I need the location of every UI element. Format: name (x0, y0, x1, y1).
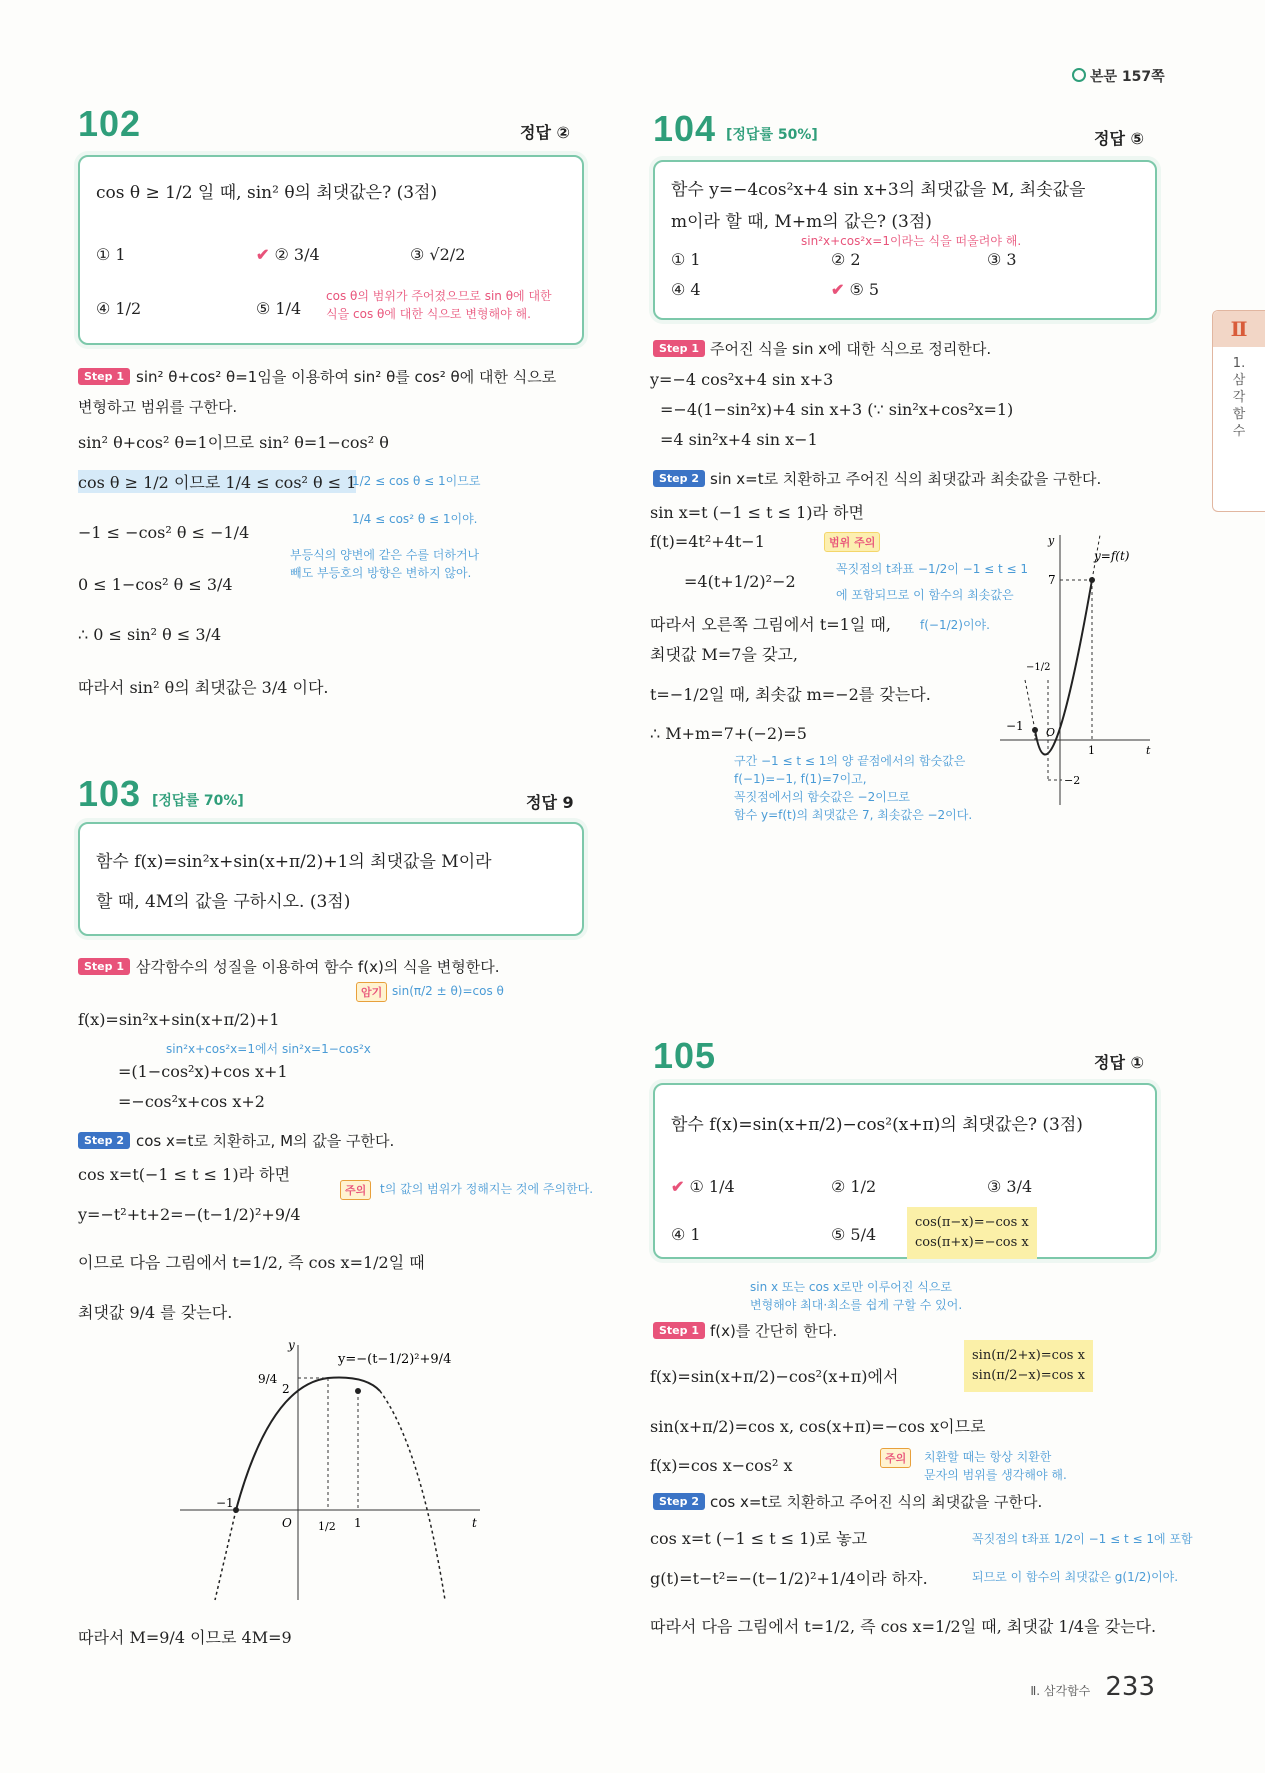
step2-text-104: sin x=t로 치환하고 주어진 식의 최댓값과 최솟값을 구한다. (710, 470, 1102, 488)
solution-102-line6: 따라서 sin² θ의 최댓값은 3/4 이다. (78, 678, 329, 697)
note-102: cos θ의 범위가 주어졌으므로 sin θ에 대한 식을 cos θ에 대한 식으로 변형해야 해. (326, 289, 552, 321)
graph-103-point-neg1 (233, 1507, 239, 1513)
graph-104-neg1-label: −1 (1006, 719, 1024, 733)
solution-103-line7: 최댓값 9/4 를 갖는다. (78, 1303, 233, 1322)
graph-103-one-label: 1 (354, 1516, 362, 1530)
step1-text-104: 주어진 식을 sin x에 대한 식으로 정리한다. (710, 340, 992, 358)
identity-box-105b: sin(π/2+x)=cos x sin(π/2−x)=cos x (964, 1340, 1093, 1392)
step1-text-102b: 변형하고 범위를 구한다. (78, 398, 238, 416)
question-text-103b: 할 때, 4M의 값을 구하시오. (3점) (96, 892, 351, 912)
option-104-2[interactable]: ② 2 (831, 250, 861, 269)
option-105-4[interactable]: ④ 1 (671, 1225, 701, 1244)
question-box-105 (653, 1083, 1157, 1259)
option-102-1[interactable]: ① 1 (96, 245, 126, 264)
question-box-104 (653, 160, 1157, 320)
note-104-vertex-a: 꼭짓점의 t좌표 −1/2이 −1 ≤ t ≤ 1 (836, 562, 1029, 576)
solution-105-line4: cos x=t (−1 ≤ t ≤ 1)로 놓고 (650, 1529, 868, 1548)
graph-103-point-one (355, 1388, 361, 1394)
page-reference: 본문 157쪽 (1072, 66, 1165, 86)
tag-caution-103: 주의 (340, 1180, 371, 1200)
graph-103-curve-dashed-left (215, 1510, 236, 1600)
step1-text-103: 삼각함수의 성질을 이용하여 함수 f(x)의 식을 변형한다. (136, 958, 500, 976)
question-text-104b: m이라 할 때, M+m의 값은? (3점) (671, 212, 932, 232)
note-104-vertex-b: 에 포함되므로 이 함수의 최솟값은 (836, 588, 1014, 602)
graph-104-point-max (1089, 577, 1095, 583)
problem-number-103: 103 (78, 773, 142, 814)
answer-105: 정답 ① (1094, 1053, 1145, 1072)
question-text-103a: 함수 f(x)=sin²x+sin(x+π/2)+1의 최댓값을 M이라 (96, 852, 492, 872)
checkmark-icon: ✔ (256, 245, 270, 264)
solution-104-line10: ∴ M+m=7+(−2)=5 (650, 724, 807, 743)
hint-104: sin²x+cos²x=1이라는 식을 떠올려야 해. (801, 234, 1022, 248)
chapter-roman: Ⅱ (1213, 311, 1265, 347)
step2-label-103: Step 2 (78, 1132, 130, 1149)
graph-103-peak-label: 9/4 (258, 1372, 278, 1386)
note-103-memorize: sin(π/2 ± θ)=cos θ (392, 984, 504, 998)
solution-103-line1: f(x)=sin²x+sin(x+π/2)+1 (78, 1010, 280, 1029)
step1-label-105: Step 1 (653, 1322, 705, 1339)
solution-104-line7: 따라서 오른쪽 그림에서 t=1일 때, (650, 615, 891, 634)
graph-104-neghalf-label: −1/2 (1026, 662, 1051, 673)
step1-text-105: f(x)를 간단히 한다. (710, 1322, 838, 1340)
tag-memorize-103: 암기 (356, 982, 387, 1002)
graph-104 (990, 530, 1160, 810)
question-text-104a: 함수 y=−4cos²x+4 sin x+3의 최댓값을 M, 최솟값을 (671, 180, 1086, 200)
note-102-range-b: 1/4 ≤ cos² θ ≤ 1이야. (352, 512, 478, 526)
note-103-identity: sin²x+cos²x=1에서 sin²x=1−cos²x (166, 1042, 371, 1056)
note-105-vertex-b: 되므로 이 함수의 최댓값은 g(1/2)이야. (972, 1570, 1179, 1584)
solution-102-line2: cos θ ≥ 1/2 이므로 1/4 ≤ cos² θ ≤ 1 (78, 470, 356, 493)
rate-104: [정답률 50%] (726, 127, 818, 143)
option-102-2[interactable]: ✔ ② 3/4 (256, 245, 320, 264)
graph-103-curve-dashed-right (380, 1391, 445, 1600)
option-104-4[interactable]: ④ 4 (671, 280, 701, 299)
checkmark-icon: ✔ (831, 280, 845, 299)
solution-104-line5: f(t)=4t²+4t−1 (650, 532, 765, 551)
solution-102-line1: sin² θ+cos² θ=1이므로 sin² θ=1−cos² θ (78, 433, 389, 452)
option-104-1[interactable]: ① 1 (671, 250, 701, 269)
solution-105-line3: f(x)=cos x−cos² x (650, 1456, 793, 1475)
solution-103-line2: =(1−cos²x)+cos x+1 (118, 1062, 288, 1081)
tag-range-caution-104: 범위 주의 (824, 532, 880, 552)
graph-104-origin: O (1046, 726, 1056, 739)
solution-104-line8: 최댓값 M=7을 갖고, (650, 645, 798, 664)
answer-104: 정답 ⑤ (1094, 129, 1145, 148)
identity-box-105: cos(π−x)=−cos x cos(π+x)=−cos x (907, 1207, 1037, 1259)
graph-104-ylabel: y (1048, 534, 1055, 547)
graph-103-origin: O (282, 1516, 292, 1530)
option-105-5[interactable]: ⑤ 5/4 (831, 1225, 877, 1244)
question-text-102: cos θ ≥ 1/2 일 때, sin² θ의 최댓값은? (3점) (96, 183, 438, 203)
option-105-3[interactable]: ③ 3/4 (987, 1177, 1033, 1196)
solution-104-line6: =4(t+1/2)²−2 (684, 572, 796, 591)
option-105-2[interactable]: ② 1/2 (831, 1177, 877, 1196)
page-footer (1030, 1672, 1155, 1702)
graph-104-point-neg1 (1032, 727, 1038, 733)
graph-104-function: y=f(t) (1094, 549, 1130, 563)
step1-label-103: Step 1 (78, 958, 130, 975)
solution-105-line6: 따라서 다음 그림에서 t=1/2, 즉 cos x=1/2일 때, 최댓값 1/4을 갖는다. (650, 1617, 1157, 1636)
note-102-range-a: 1/2 ≤ cos θ ≤ 1이므로 (352, 474, 481, 488)
solution-103-line6: 이므로 다음 그림에서 t=1/2, 즉 cos x=1/2일 때 (78, 1253, 425, 1272)
solution-105-line2: sin(x+π/2)=cos x, cos(x+π)=−cos x이므로 (650, 1417, 986, 1436)
solution-103-line8: 따라서 M=9/4 이므로 4M=9 (78, 1628, 292, 1647)
solution-104-line1: y=−4 cos²x+4 sin x+3 (650, 370, 834, 389)
answer-103: 정답 9 (526, 793, 574, 812)
solution-103-line5: y=−t²+t+2=−(t−1/2)²+9/4 (78, 1205, 301, 1224)
step1-label-102: Step 1 (78, 368, 130, 385)
solution-103-line3: =−cos²x+cos x+2 (118, 1092, 265, 1111)
graph-103-neg1-label: −1 (216, 1496, 234, 1510)
step2-text-105: cos x=t로 치환하고 주어진 식의 최댓값을 구한다. (710, 1493, 1043, 1511)
problem-number-102: 102 (78, 103, 142, 144)
checkmark-icon: ✔ (671, 1177, 685, 1196)
graph-103-xlabel: t (472, 1516, 477, 1530)
step2-text-103: cos x=t로 치환하고, M의 값을 구한다. (136, 1132, 395, 1150)
note-104-vertex-c: f(−1/2)이야. (920, 618, 990, 632)
step2-label-104: Step 2 (653, 470, 705, 487)
graph-104-xlabel: t (1146, 744, 1151, 757)
graph-104-seven-label: 7 (1048, 573, 1056, 587)
option-104-3[interactable]: ③ 3 (987, 250, 1017, 269)
option-102-4[interactable]: ④ 1/2 (96, 299, 142, 318)
answer-102: 정답 ② (520, 123, 571, 142)
solution-104-line4: sin x=t (−1 ≤ t ≤ 1)라 하면 (650, 503, 864, 522)
step1-text-102: sin² θ+cos² θ=1임을 이용하여 sin² θ를 cos² θ에 대한 식으로 (136, 368, 557, 386)
graph-104-one-label: 1 (1088, 744, 1095, 757)
tag-caution-105: 주의 (880, 1448, 911, 1468)
solution-102-line5: ∴ 0 ≤ sin² θ ≤ 3/4 (78, 625, 222, 644)
note-103-caution: t의 값의 범위가 정해지는 것에 주의한다. (380, 1182, 594, 1196)
question-box-103 (78, 822, 584, 936)
option-102-3[interactable]: ③ √2/2 (410, 245, 466, 264)
solution-105-line5: g(t)=t−t²=−(t−1/2)²+1/4이라 하자. (650, 1569, 928, 1588)
graph-103-two-label: 2 (282, 1382, 290, 1396)
footer-chapter: Ⅱ. 삼각함수 (1030, 1684, 1091, 1698)
graph-104-curve-dashed (1025, 535, 1100, 730)
solution-104-line3: =4 sin²x+4 sin x−1 (660, 430, 818, 449)
step2-label-105: Step 2 (653, 1493, 705, 1510)
graph-103 (170, 1335, 500, 1605)
note-105-transform: sin x 또는 cos x로만 이루어진 식으로 변형해야 최대·최소를 쉽게 구할 수 있어. (750, 1280, 963, 1312)
note-102-inequality: 부등식의 양변에 같은 수를 더하거나 빼도 부등호의 방향은 변하지 않아. (290, 548, 480, 580)
problem-number-104: 104 (653, 108, 717, 149)
question-text-105: 함수 f(x)=sin(x+π/2)−cos²(x+π)의 최댓값은? (3점) (671, 1115, 1083, 1135)
solution-103-line4: cos x=t(−1 ≤ t ≤ 1)라 하면 (78, 1165, 291, 1184)
chapter-side-tab[interactable] (1212, 310, 1265, 512)
note-104-conclusion: 구간 −1 ≤ t ≤ 1의 양 끝점에서의 함숫값은 f(−1)=−1, f(1)=7이고, 꼭짓점에서의 함숫값은 −2이므로 함수 y=f(t)의 최댓값은 7, 최솟값은 −2이다. (734, 754, 973, 822)
graph-103-half-label: 1/2 (318, 1520, 336, 1533)
solution-105-line1: f(x)=sin(x+π/2)−cos²(x+π)에서 (650, 1367, 899, 1386)
option-102-5[interactable]: ⑤ 1/4 (256, 299, 302, 318)
graph-103-function: y=−(t−1/2)²+9/4 (338, 1352, 452, 1367)
solution-104-line2: =−4(1−sin²x)+4 sin x+3 (∵ sin²x+cos²x=1) (660, 400, 1014, 419)
option-104-5[interactable]: ✔ ⑤ 5 (831, 280, 880, 299)
option-105-1[interactable]: ✔ ① 1/4 (671, 1177, 735, 1196)
graph-104-neg2-label: −2 (1064, 774, 1081, 787)
solution-102-line4: 0 ≤ 1−cos² θ ≤ 3/4 (78, 575, 233, 594)
question-box-102 (78, 155, 584, 345)
solution-104-line9: t=−1/2일 때, 최솟값 m=−2를 갖는다. (650, 685, 931, 704)
note-105-vertex-a: 꼭짓점의 t좌표 1/2이 −1 ≤ t ≤ 1에 포함 (972, 1532, 1193, 1546)
chapter-title: 1. 삼 각 함 수 (1232, 356, 1246, 439)
graph-103-ylabel: y (288, 1338, 295, 1352)
solution-102-line3: −1 ≤ −cos² θ ≤ −1/4 (78, 523, 250, 542)
circle-icon (1072, 68, 1086, 82)
rate-103: [정답률 70%] (152, 793, 244, 809)
note-105-caution: 치환할 때는 항상 치환한 문자의 범위를 생각해야 해. (924, 1450, 1067, 1482)
problem-number-105: 105 (653, 1035, 717, 1076)
step1-label-104: Step 1 (653, 340, 705, 357)
page-number: 233 (1105, 1672, 1155, 1702)
